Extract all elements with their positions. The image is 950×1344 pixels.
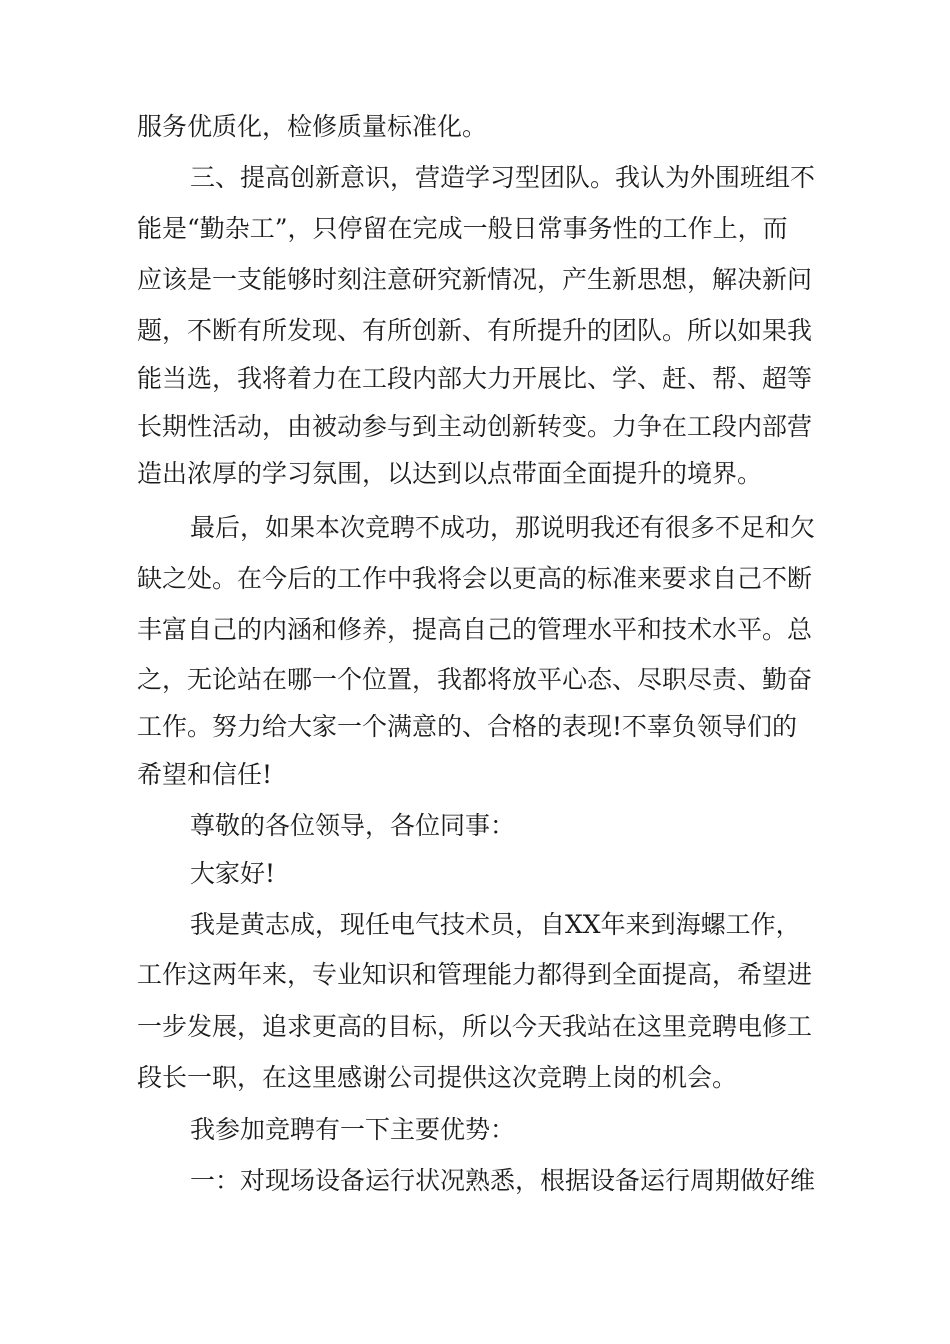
- salutation: 尊敬的各位领导，各位同事：: [190, 811, 516, 840]
- paragraph-first-line: 最后，如果本次竞聘不成功，那说明我还有很多不足和欠: [190, 513, 816, 542]
- text-line: 丰富自己的内涵和修养，提高自己的管理水平和技术水平。总: [137, 615, 813, 644]
- text-line: 能是“勤杂工”，只停留在完成一般日常事务性的工作上，而: [137, 214, 788, 243]
- paragraph-first-line: 三、提高创新意识，营造学习型团队。我认为外围班组不: [190, 163, 816, 192]
- text-line: 造出浓厚的学习氛围，以达到以点带面全面提升的境界。: [137, 459, 763, 488]
- text-line: 一步发展，追求更高的目标，所以今天我站在这里竞聘电修工: [137, 1012, 813, 1041]
- text-line: 工作。努力给大家一个满意的、合格的表现!不辜负领导们的: [137, 712, 798, 741]
- text-line: 缺之处。在今后的工作中我将会以更高的标准来要求自己不断: [137, 564, 813, 593]
- text-line: 应该是一支能够时刻注意研究新情况，产生新思想，解决新问: [137, 265, 813, 294]
- paragraph-first-line: 一：对现场设备运行状况熟悉，根据设备运行周期做好维: [190, 1166, 816, 1195]
- text-line: 题，不断有所发现、有所创新、有所提升的团队。所以如果我: [137, 316, 813, 345]
- text-line: 服务优质化，检修质量标准化。: [137, 112, 488, 141]
- paragraph-first-line: 我是黄志成，现任电气技术员，自XX年来到海螺工作，: [190, 910, 801, 939]
- text-line: 长期性活动，由被动参与到主动创新转变。力争在工段内部营: [137, 412, 813, 441]
- text-line: 之，无论站在哪一个位置，我都将放平心态、尽职尽责、勤奋: [137, 665, 813, 694]
- greeting: 大家好!: [190, 859, 276, 888]
- text-line: 希望和信任!: [137, 760, 273, 789]
- text-line: 段长一职，在这里感谢公司提供这次竞聘上岗的机会。: [137, 1063, 738, 1092]
- text-line: 能当选，我将着力在工段内部大力开展比、学、赶、帮、超等: [137, 364, 813, 393]
- paragraph-first-line: 我参加竞聘有一下主要优势：: [190, 1115, 516, 1144]
- text-line: 工作这两年来，专业知识和管理能力都得到全面提高，希望进: [137, 960, 813, 989]
